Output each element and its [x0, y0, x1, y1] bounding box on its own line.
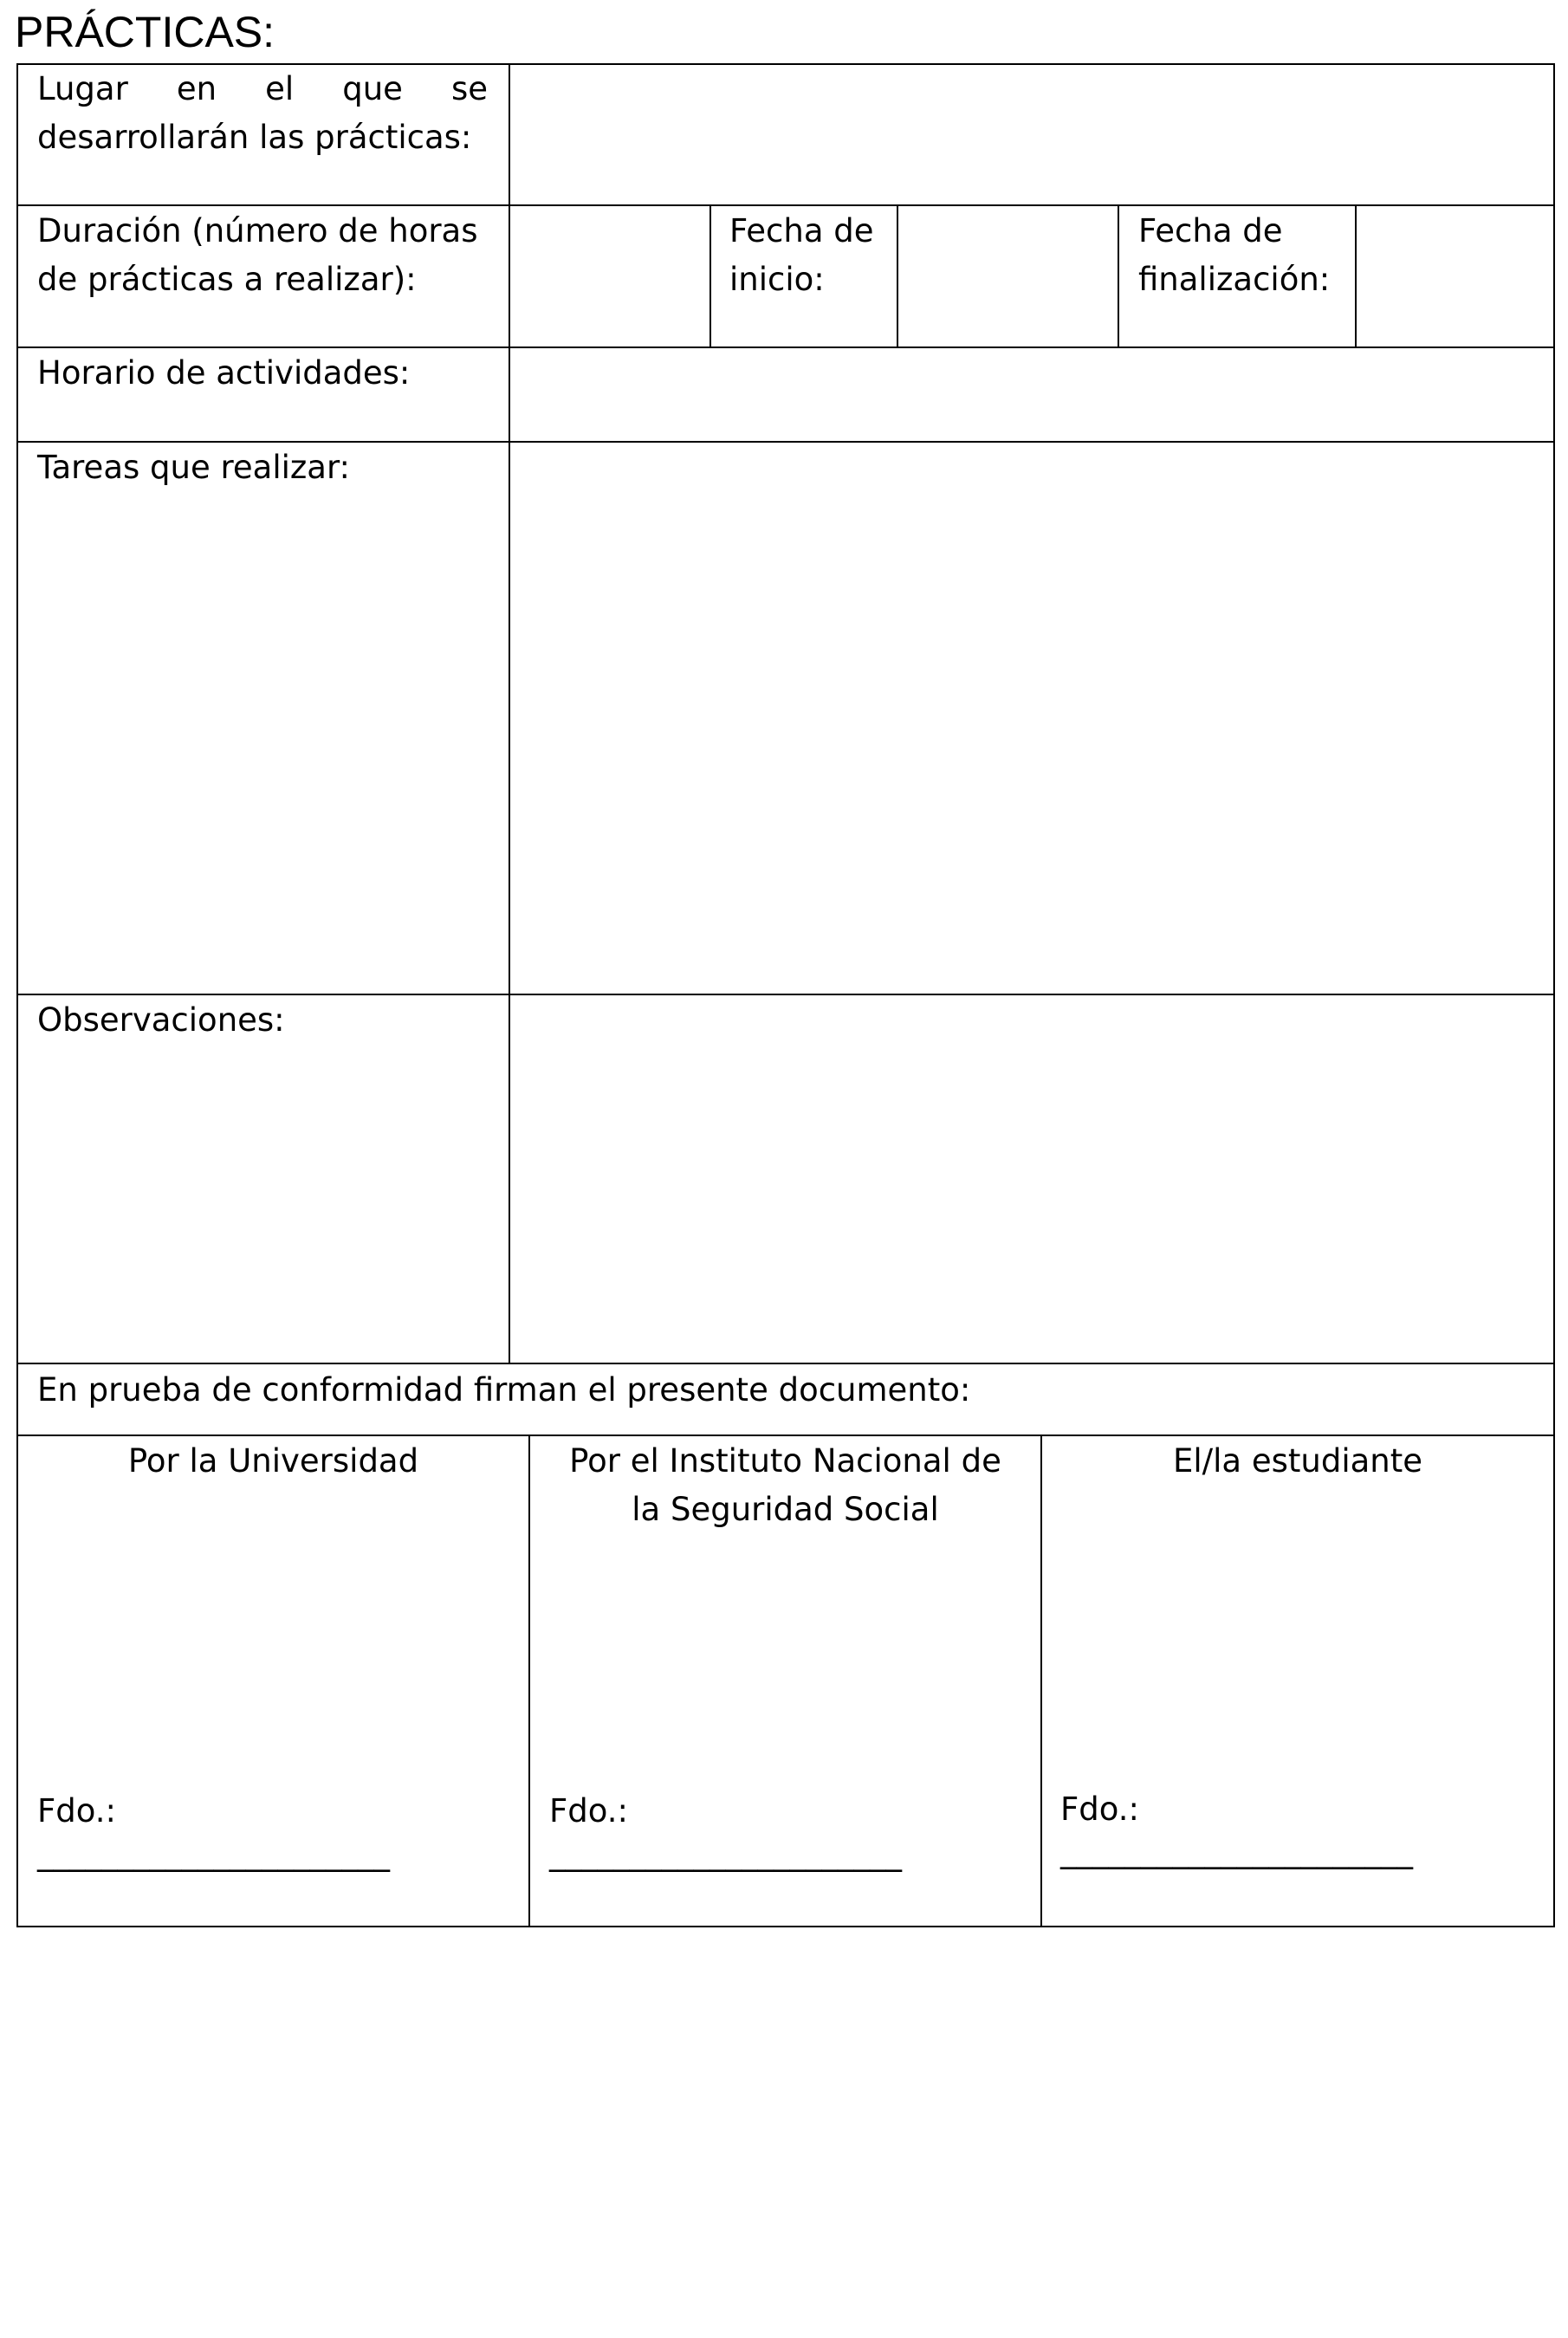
- fecha-inicio-label-line2: inicio:: [729, 261, 825, 298]
- observaciones-field[interactable]: [511, 996, 1552, 1362]
- border-label-column: [509, 63, 510, 1364]
- horario-label: Horario de actividades:: [37, 354, 411, 392]
- fecha-fin-field[interactable]: [1357, 207, 1552, 346]
- section-title: PRÁCTICAS:: [15, 8, 275, 56]
- fecha-inicio-field[interactable]: [899, 207, 1117, 346]
- signatory-inss-heading-line2: la Seguridad Social: [632, 1491, 939, 1528]
- border-signature-col2-end: [1040, 1435, 1042, 1927]
- horario-field[interactable]: [511, 349, 1552, 440]
- duracion-field[interactable]: [511, 207, 709, 346]
- observaciones-label: Observaciones:: [37, 1001, 285, 1039]
- border-row1-bottom: [16, 204, 1555, 206]
- border-row5-bottom: [16, 1363, 1555, 1364]
- duracion-label-line1: Duración (número de horas: [37, 212, 478, 249]
- signatory-inss-signature-line[interactable]: ______________________: [549, 1835, 902, 1872]
- signatory-estudiante-heading: El/la estudiante: [1173, 1442, 1422, 1480]
- border-fecha-fin-label-end: [1355, 204, 1357, 348]
- border-fecha-inicio-label-end: [897, 204, 898, 348]
- signatory-estudiante-fdo-label: Fdo.:: [1060, 1791, 1139, 1828]
- signatory-universidad-fdo-label: Fdo.:: [37, 1792, 116, 1830]
- border-right: [1553, 63, 1555, 1927]
- fecha-inicio-label-line1: Fecha de: [729, 212, 874, 249]
- fecha-fin-label-line2: finalización:: [1138, 261, 1331, 298]
- border-fecha-inicio-value-end: [1118, 204, 1119, 348]
- signatory-inss-fdo-label: Fdo.:: [549, 1792, 628, 1830]
- signatory-estudiante-signature-line[interactable]: ______________________: [1060, 1832, 1413, 1869]
- border-row4-bottom: [16, 994, 1555, 995]
- tareas-label: Tareas que realizar:: [37, 449, 351, 486]
- border-row3-bottom: [16, 441, 1555, 443]
- border-row6-bottom: [16, 1435, 1555, 1436]
- duracion-label-line2: de prácticas a realizar):: [37, 261, 417, 298]
- signatory-inss-heading: Por el Instituto Nacional de: [569, 1442, 1001, 1480]
- signatory-universidad-signature-line[interactable]: ______________________: [37, 1835, 390, 1872]
- border-bottom: [16, 1926, 1555, 1927]
- lugar-label-line2: desarrollarán las prácticas:: [37, 119, 472, 156]
- lugar-label-line1: Lugar en el que se: [37, 70, 488, 107]
- conformidad-statement: En prueba de conformidad firman el presente documento:: [37, 1371, 971, 1409]
- border-left: [16, 63, 18, 1927]
- tareas-field[interactable]: [511, 444, 1552, 993]
- border-duracion-value-end: [709, 204, 711, 348]
- fecha-fin-label-line1: Fecha de: [1138, 212, 1283, 249]
- lugar-field[interactable]: [511, 66, 1552, 204]
- signatory-universidad-heading: Por la Universidad: [127, 1442, 419, 1480]
- border-row2-bottom: [16, 346, 1555, 348]
